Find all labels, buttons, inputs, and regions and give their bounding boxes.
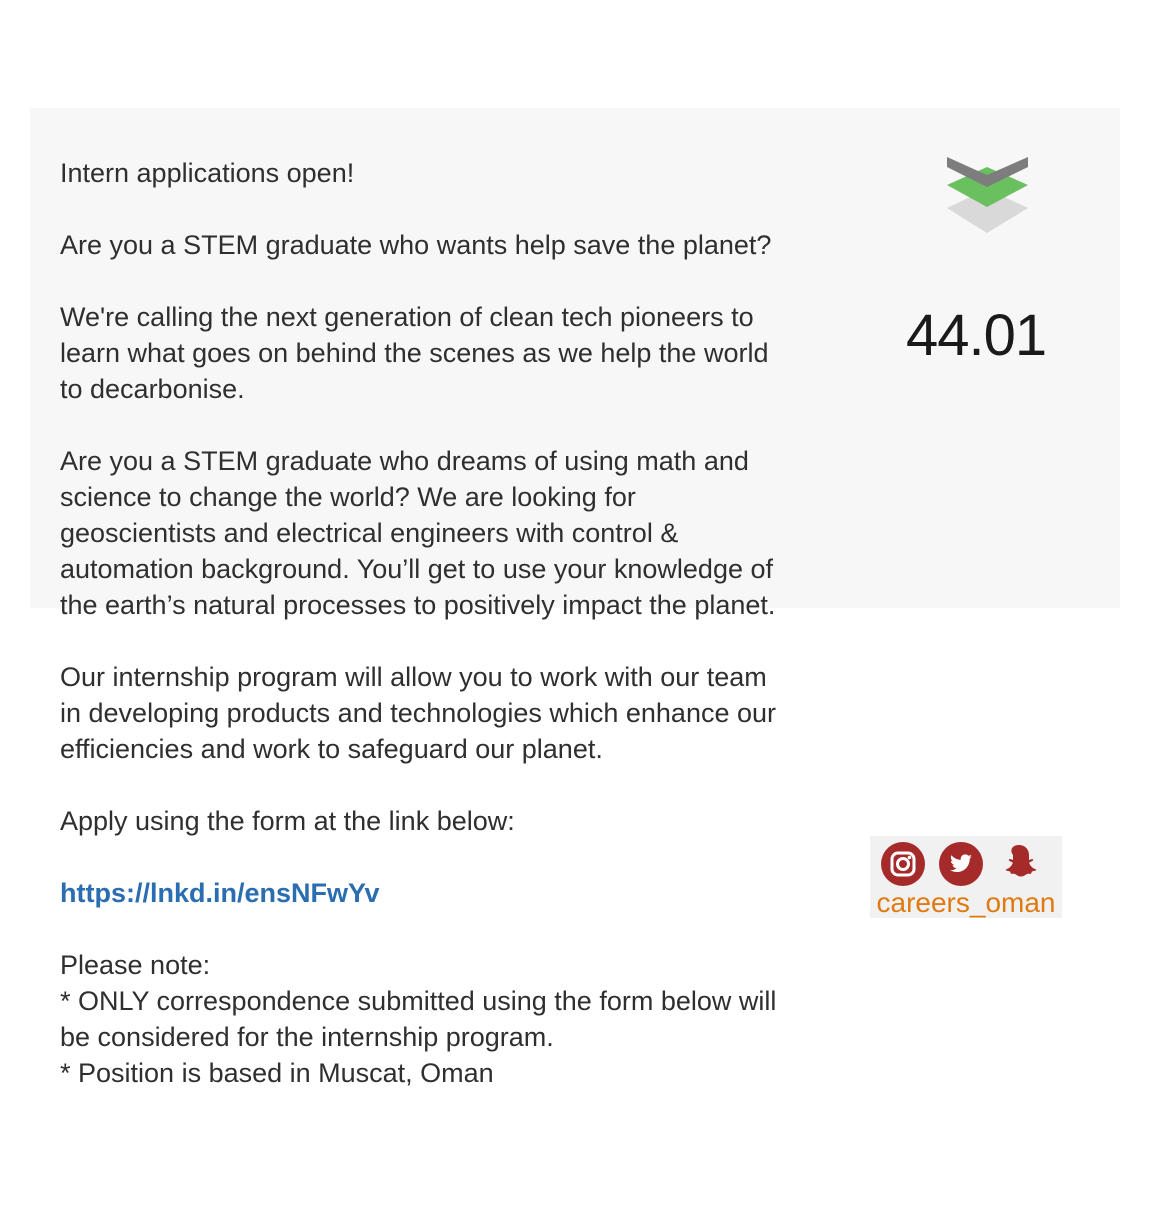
social-icon-row [880,841,1042,887]
note-line: Please note: [60,950,211,980]
paragraph-line: science to change the world? We are looking for [60,482,636,512]
careers-handle: careers_oman [876,887,1056,918]
paragraph-line: automation background. You’ll get to use your knowledge of [60,554,773,584]
paragraph-line: geoscientists and electrical engineers with control & [60,518,679,548]
note-line: * Position is based in Muscat, Oman [60,1058,494,1088]
paragraph-line: efficiencies and work to safeguard our planet. [60,734,603,764]
post-dream-paragraph [60,443,910,623]
post-apply-link-row [60,875,910,911]
note-line: * ONLY correspondence submitted using the form below will [60,986,777,1016]
post-question: Are you a STEM graduate who wants help save the planet? [60,230,772,260]
apply-link[interactable]: https://lnkd.in/ensNFwYv [60,878,380,908]
paragraph-line: the earth’s natural processes to positively impact the planet. [60,590,776,620]
paragraph-line: learn what goes on behind the scenes as we help the world [60,338,769,368]
paragraph-line: Our internship program will allow you to work with our team [60,662,767,692]
post-program-paragraph [60,659,910,767]
post-apply-text: Apply using the form at the link below: [60,806,515,836]
company-ticker: 44.01 [906,303,1047,368]
layers-chevron-icon [940,145,1035,237]
paragraph-line: We're calling the next generation of clean tech pioneers to [60,302,754,332]
snapchat-icon [996,841,1042,887]
twitter-icon [938,841,984,887]
paragraph-line: in developing products and technologies which enhance our [60,698,777,728]
paragraph-line: Are you a STEM graduate who dreams of using math and [60,446,749,476]
post-heading: Intern applications open! [60,158,355,188]
instagram-icon [880,841,926,887]
note-line: be considered for the internship program. [60,1022,554,1052]
post-body [60,155,910,1091]
paragraph-line: to decarbonise. [60,374,245,404]
post-calling-paragraph [60,299,910,407]
post-note-paragraph [60,947,910,1091]
careers-watermark [870,836,1062,918]
